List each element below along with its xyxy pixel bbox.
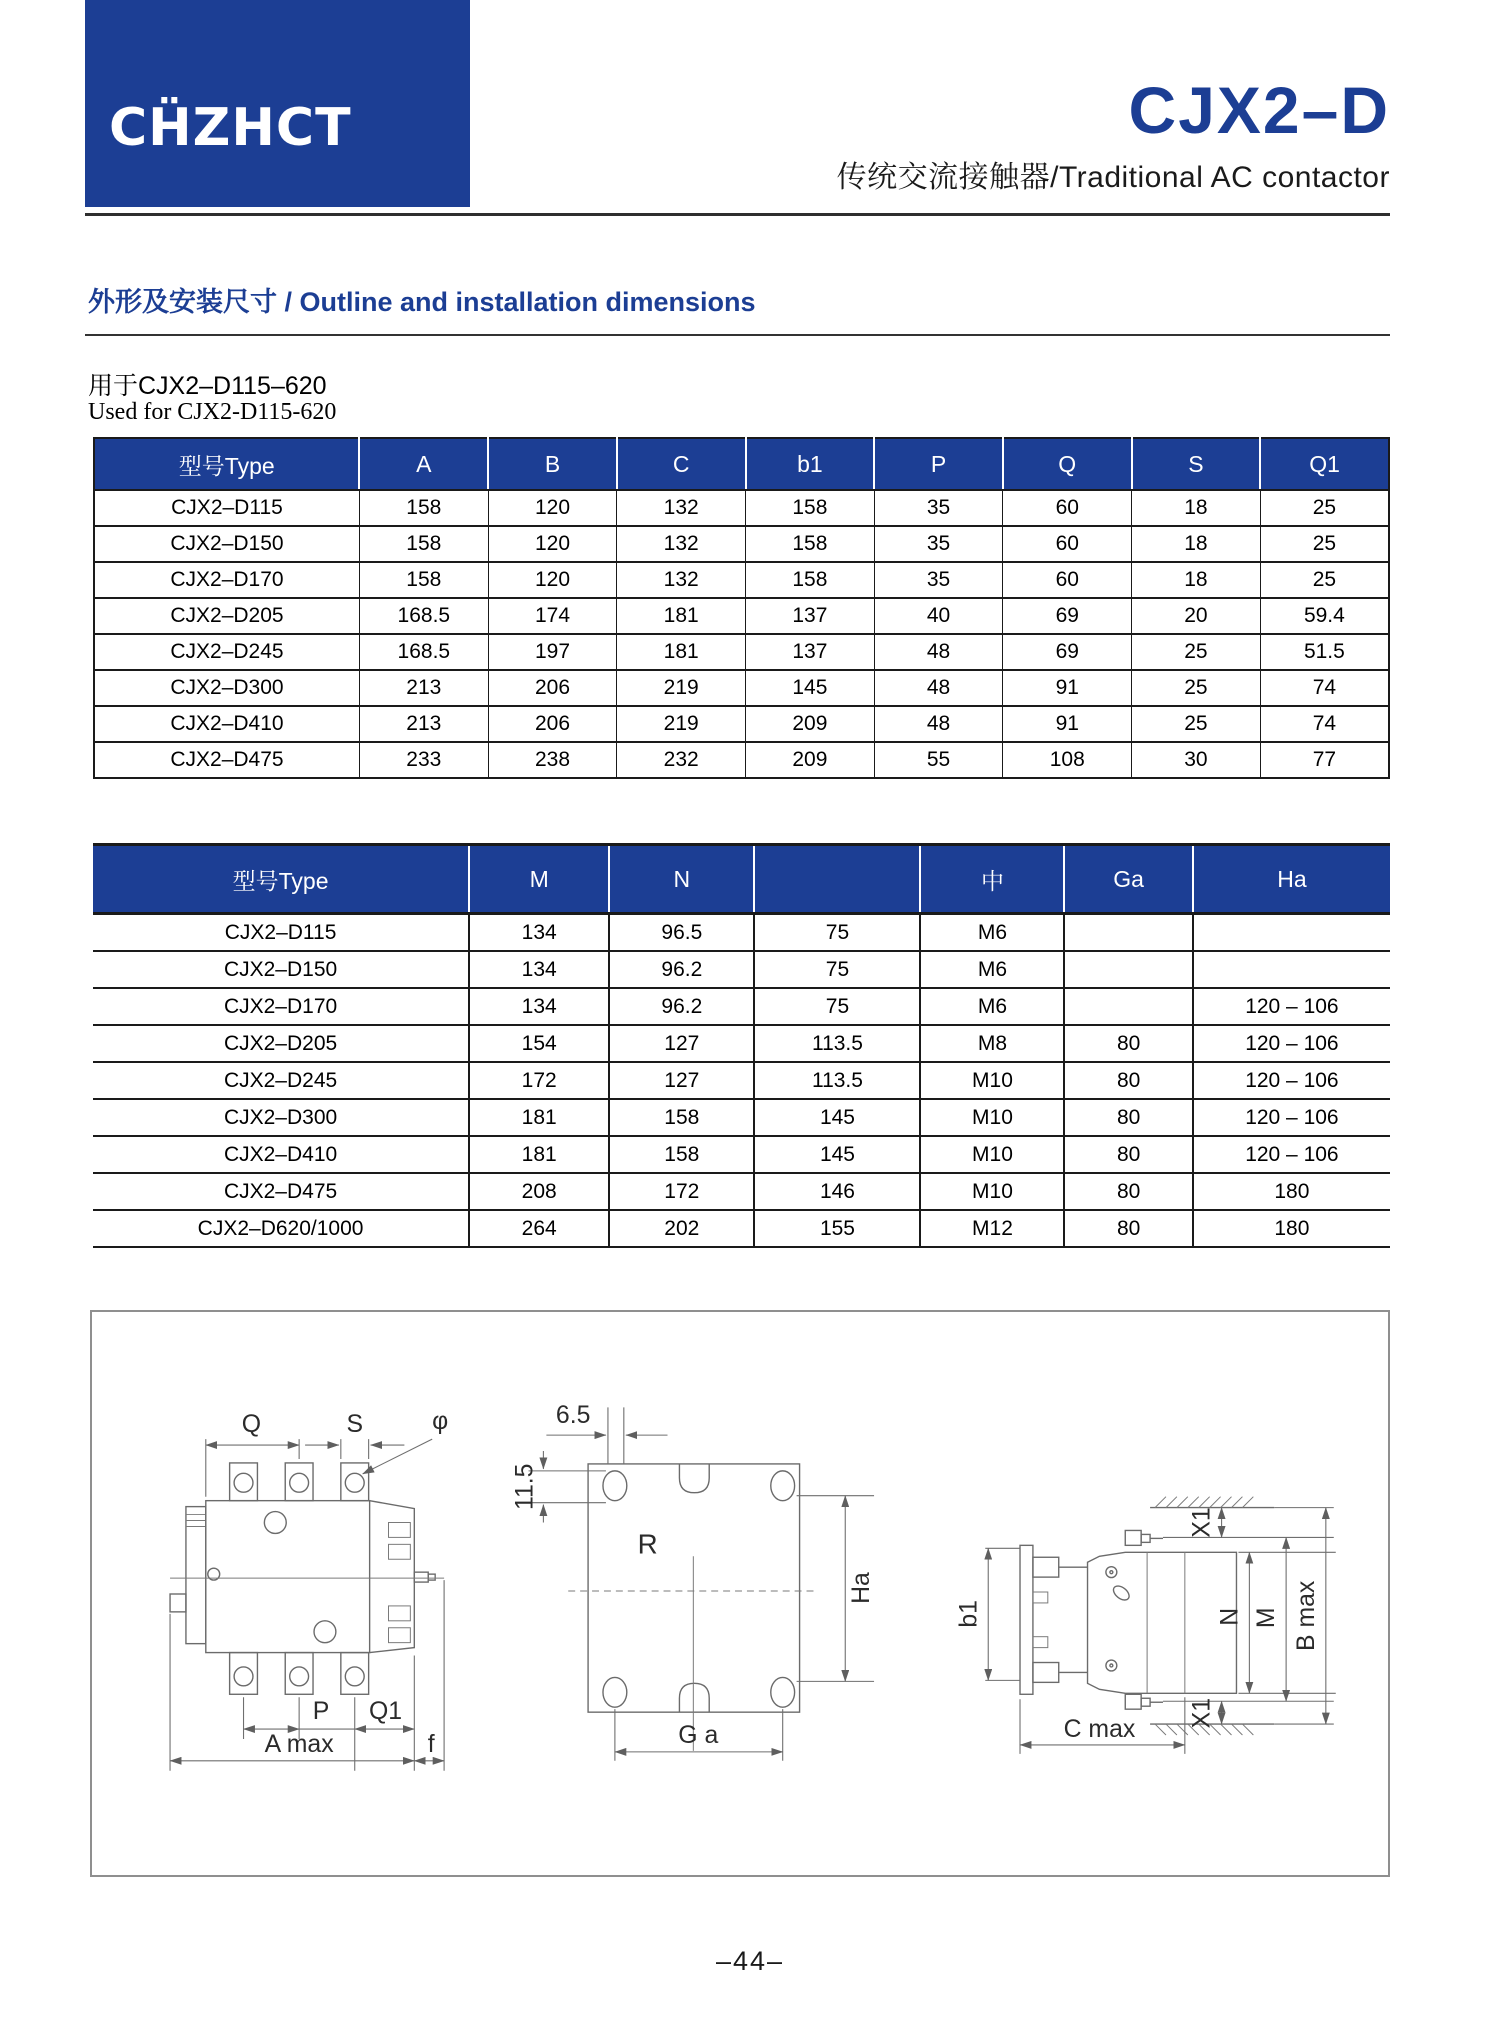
cell: M8 — [920, 1025, 1064, 1062]
cell: M6 — [920, 951, 1064, 988]
cell: 209 — [746, 706, 875, 742]
cell: 113.5 — [754, 1062, 920, 1099]
cell: 48 — [874, 706, 1003, 742]
cell: 158 — [746, 526, 875, 562]
cell: CJX2–D410 — [94, 706, 359, 742]
cell: 134 — [469, 914, 609, 952]
cell — [1064, 988, 1192, 1025]
outline-dimensions-table-a — [93, 437, 1390, 779]
product-model-title: CJX2–D — [1128, 73, 1390, 147]
cell: 74 — [1260, 670, 1389, 706]
cell: 96.2 — [609, 951, 754, 988]
column-header: 中 — [920, 845, 1064, 914]
side-label-b-max: B max — [1292, 1580, 1320, 1652]
cell: 20 — [1132, 598, 1261, 634]
cell: 48 — [874, 670, 1003, 706]
table-row — [93, 1025, 1390, 1062]
plate-label-r: R — [637, 1528, 658, 1560]
used-for-note-zh: 用于CJX2–D115–620 — [88, 372, 327, 400]
cell: 75 — [754, 988, 920, 1025]
cell: 55 — [874, 742, 1003, 778]
cell: 25 — [1132, 706, 1261, 742]
cell: CJX2–D245 — [93, 1062, 469, 1099]
cell: 120 – 106 — [1193, 1025, 1390, 1062]
cell — [1193, 951, 1390, 988]
cell — [1064, 951, 1192, 988]
header-divider — [85, 213, 1390, 216]
cell: 25 — [1260, 562, 1389, 598]
cell: CJX2–D115 — [93, 914, 469, 952]
dim-label-q1: Q1 — [368, 1698, 403, 1726]
plate-label-ha: Ha — [848, 1572, 876, 1604]
dim-label-phi: φ — [432, 1408, 449, 1436]
cell: 174 — [488, 598, 617, 634]
cell: 181 — [469, 1099, 609, 1136]
cell: 158 — [359, 490, 488, 526]
cell: 108 — [1003, 742, 1132, 778]
cell: 69 — [1003, 598, 1132, 634]
table-row — [94, 526, 1389, 562]
cell: 35 — [874, 562, 1003, 598]
cell: M12 — [920, 1210, 1064, 1247]
table-row — [93, 1210, 1390, 1247]
cell: 40 — [874, 598, 1003, 634]
cell: 213 — [359, 670, 488, 706]
cell: 209 — [746, 742, 875, 778]
header-row — [94, 438, 1389, 490]
mounting-plate-drawing — [511, 1402, 875, 1761]
side-label-c-max: C max — [1063, 1715, 1136, 1743]
cell: 238 — [488, 742, 617, 778]
table-row — [94, 742, 1389, 778]
side-label-m: M — [1253, 1607, 1281, 1629]
cell: M6 — [920, 914, 1064, 952]
page-number: –44– — [715, 1946, 785, 1976]
cell: 60 — [1003, 526, 1132, 562]
cell: CJX2–D150 — [93, 951, 469, 988]
table-row — [94, 562, 1389, 598]
cell: 60 — [1003, 490, 1132, 526]
plate-label-ga: G a — [678, 1721, 719, 1749]
column-header: Ha — [1193, 845, 1390, 914]
cell: 18 — [1132, 562, 1261, 598]
cell: 127 — [609, 1025, 754, 1062]
cell: 59.4 — [1260, 598, 1389, 634]
side-label-x1-top: X1 — [1188, 1507, 1216, 1538]
table-row — [93, 1099, 1390, 1136]
cell: 158 — [609, 1099, 754, 1136]
cell: 172 — [609, 1173, 754, 1210]
cell: 25 — [1132, 634, 1261, 670]
cell: 120 — [488, 490, 617, 526]
cell: 233 — [359, 742, 488, 778]
cell: 172 — [469, 1062, 609, 1099]
section-divider — [85, 334, 1390, 336]
cell: M6 — [920, 988, 1064, 1025]
cell: 91 — [1003, 670, 1132, 706]
dim-label-s: S — [346, 1411, 364, 1439]
dim-label-a-max: A max — [264, 1730, 334, 1758]
side-label-b1: b1 — [955, 1600, 983, 1628]
table-row — [94, 490, 1389, 526]
cell: 60 — [1003, 562, 1132, 598]
cell: 96.2 — [609, 988, 754, 1025]
plate-label-11-5: 11.5 — [511, 1463, 539, 1510]
side-label-n: N — [1216, 1607, 1244, 1626]
cell: 181 — [469, 1136, 609, 1173]
cell: 80 — [1064, 1099, 1192, 1136]
dim-label-f: f — [427, 1730, 435, 1758]
cell: 77 — [1260, 742, 1389, 778]
cell: 127 — [609, 1062, 754, 1099]
cell: 120 – 106 — [1193, 1062, 1390, 1099]
cell: 158 — [359, 526, 488, 562]
cell: 48 — [874, 634, 1003, 670]
cell: 137 — [746, 598, 875, 634]
cell: 132 — [617, 490, 746, 526]
cell: M10 — [920, 1062, 1064, 1099]
cell: 208 — [469, 1173, 609, 1210]
column-header: N — [609, 845, 754, 914]
column-header: Q1 — [1260, 438, 1389, 490]
cell: 197 — [488, 634, 617, 670]
cell: 180 — [1193, 1210, 1390, 1247]
cell: M10 — [920, 1099, 1064, 1136]
cell: CJX2–D475 — [93, 1173, 469, 1210]
dimension-table-a-wrap — [93, 437, 1390, 779]
column-header: Ga — [1064, 845, 1192, 914]
cell: 206 — [488, 670, 617, 706]
column-header — [754, 845, 920, 914]
cell: CJX2–D410 — [93, 1136, 469, 1173]
cell: CJX2–D475 — [94, 742, 359, 778]
cell: 181 — [617, 598, 746, 634]
cell: 120 — [488, 562, 617, 598]
cell: 75 — [754, 951, 920, 988]
column-header: Q — [1003, 438, 1132, 490]
cell: 80 — [1064, 1136, 1192, 1173]
cell: 35 — [874, 526, 1003, 562]
cell: 30 — [1132, 742, 1261, 778]
cell: 168.5 — [359, 634, 488, 670]
cell: CJX2–D170 — [93, 988, 469, 1025]
outline-dimensions-table-b — [93, 843, 1390, 1248]
cell: 120 – 106 — [1193, 1099, 1390, 1136]
table-row — [94, 670, 1389, 706]
cell: 69 — [1003, 634, 1132, 670]
cell: 145 — [746, 670, 875, 706]
cell: 120 – 106 — [1193, 988, 1390, 1025]
cell: 155 — [754, 1210, 920, 1247]
cell: 181 — [617, 634, 746, 670]
cell: 145 — [754, 1136, 920, 1173]
cell: 134 — [469, 951, 609, 988]
cell: CJX2–D245 — [94, 634, 359, 670]
table-row — [93, 1062, 1390, 1099]
section-title: 外形及安装尺寸 / Outline and installation dimensions — [88, 287, 756, 317]
cell: 120 — [488, 526, 617, 562]
cell: 25 — [1132, 670, 1261, 706]
cell: 202 — [609, 1210, 754, 1247]
cell: 91 — [1003, 706, 1132, 742]
column-header: 型号Type — [93, 845, 469, 914]
cell: 145 — [754, 1099, 920, 1136]
cell: 25 — [1260, 526, 1389, 562]
cell: 80 — [1064, 1173, 1192, 1210]
cell: 132 — [617, 562, 746, 598]
cell: 25 — [1260, 490, 1389, 526]
cell: 158 — [746, 562, 875, 598]
table-row — [94, 706, 1389, 742]
cell: 80 — [1064, 1210, 1192, 1247]
cell: 180 — [1193, 1173, 1390, 1210]
table-row — [93, 1173, 1390, 1210]
cell: M10 — [920, 1173, 1064, 1210]
cell: 18 — [1132, 490, 1261, 526]
cell: CJX2–D150 — [94, 526, 359, 562]
cell: 132 — [617, 526, 746, 562]
cell: CJX2–D300 — [94, 670, 359, 706]
cell: 74 — [1260, 706, 1389, 742]
table-row — [94, 598, 1389, 634]
cell: 137 — [746, 634, 875, 670]
column-header: b1 — [746, 438, 875, 490]
cell: 232 — [617, 742, 746, 778]
cell: 219 — [617, 706, 746, 742]
cell: 134 — [469, 988, 609, 1025]
column-header: C — [617, 438, 746, 490]
column-header: S — [1132, 438, 1261, 490]
cell: CJX2–D170 — [94, 562, 359, 598]
cell — [1193, 914, 1390, 952]
table-row — [93, 1136, 1390, 1173]
cell: 264 — [469, 1210, 609, 1247]
product-subtitle: 传统交流接触器/Traditional AC contactor — [836, 161, 1390, 194]
technical-drawings-panel — [90, 1310, 1390, 1877]
column-header: P — [874, 438, 1003, 490]
cell: 35 — [874, 490, 1003, 526]
cell: CJX2–D205 — [94, 598, 359, 634]
cell: 219 — [617, 670, 746, 706]
table-row — [93, 914, 1390, 952]
column-header: A — [359, 438, 488, 490]
cell: CJX2–D620/1000 — [93, 1210, 469, 1247]
dim-label-p: P — [312, 1698, 330, 1726]
cell: M10 — [920, 1136, 1064, 1173]
brand-logo-text: CḦZHCT — [109, 98, 352, 158]
cell: 158 — [359, 562, 488, 598]
column-header: M — [469, 845, 609, 914]
dimension-table-b-wrap — [93, 843, 1390, 1248]
cell — [1064, 914, 1192, 952]
cell: 96.5 — [609, 914, 754, 952]
header-row — [93, 845, 1390, 914]
outline-drawings — [92, 1312, 1388, 1875]
cell: 206 — [488, 706, 617, 742]
table-row — [93, 988, 1390, 1025]
dim-label-q: Q — [241, 1411, 262, 1439]
table-row — [94, 634, 1389, 670]
cell: CJX2–D115 — [94, 490, 359, 526]
front-view-drawing — [170, 1408, 448, 1771]
side-view-drawing — [955, 1497, 1335, 1754]
cell: 18 — [1132, 526, 1261, 562]
used-for-note-en: Used for CJX2-D115-620 — [88, 399, 337, 425]
cell: 158 — [609, 1136, 754, 1173]
cell: 120 – 106 — [1193, 1136, 1390, 1173]
brand-logo — [85, 0, 470, 207]
cell: 213 — [359, 706, 488, 742]
cell: CJX2–D205 — [93, 1025, 469, 1062]
plate-label-6-5: 6.5 — [555, 1402, 591, 1430]
cell: 168.5 — [359, 598, 488, 634]
cell: 80 — [1064, 1025, 1192, 1062]
column-header: 型号Type — [94, 438, 359, 490]
table-row — [93, 951, 1390, 988]
cell: CJX2–D300 — [93, 1099, 469, 1136]
cell: 80 — [1064, 1062, 1192, 1099]
cell: 51.5 — [1260, 634, 1389, 670]
cell: 75 — [754, 914, 920, 952]
cell: 154 — [469, 1025, 609, 1062]
cell: 158 — [746, 490, 875, 526]
cell: 146 — [754, 1173, 920, 1210]
column-header: B — [488, 438, 617, 490]
cell: 113.5 — [754, 1025, 920, 1062]
side-label-x1-bottom: X1 — [1188, 1697, 1216, 1729]
